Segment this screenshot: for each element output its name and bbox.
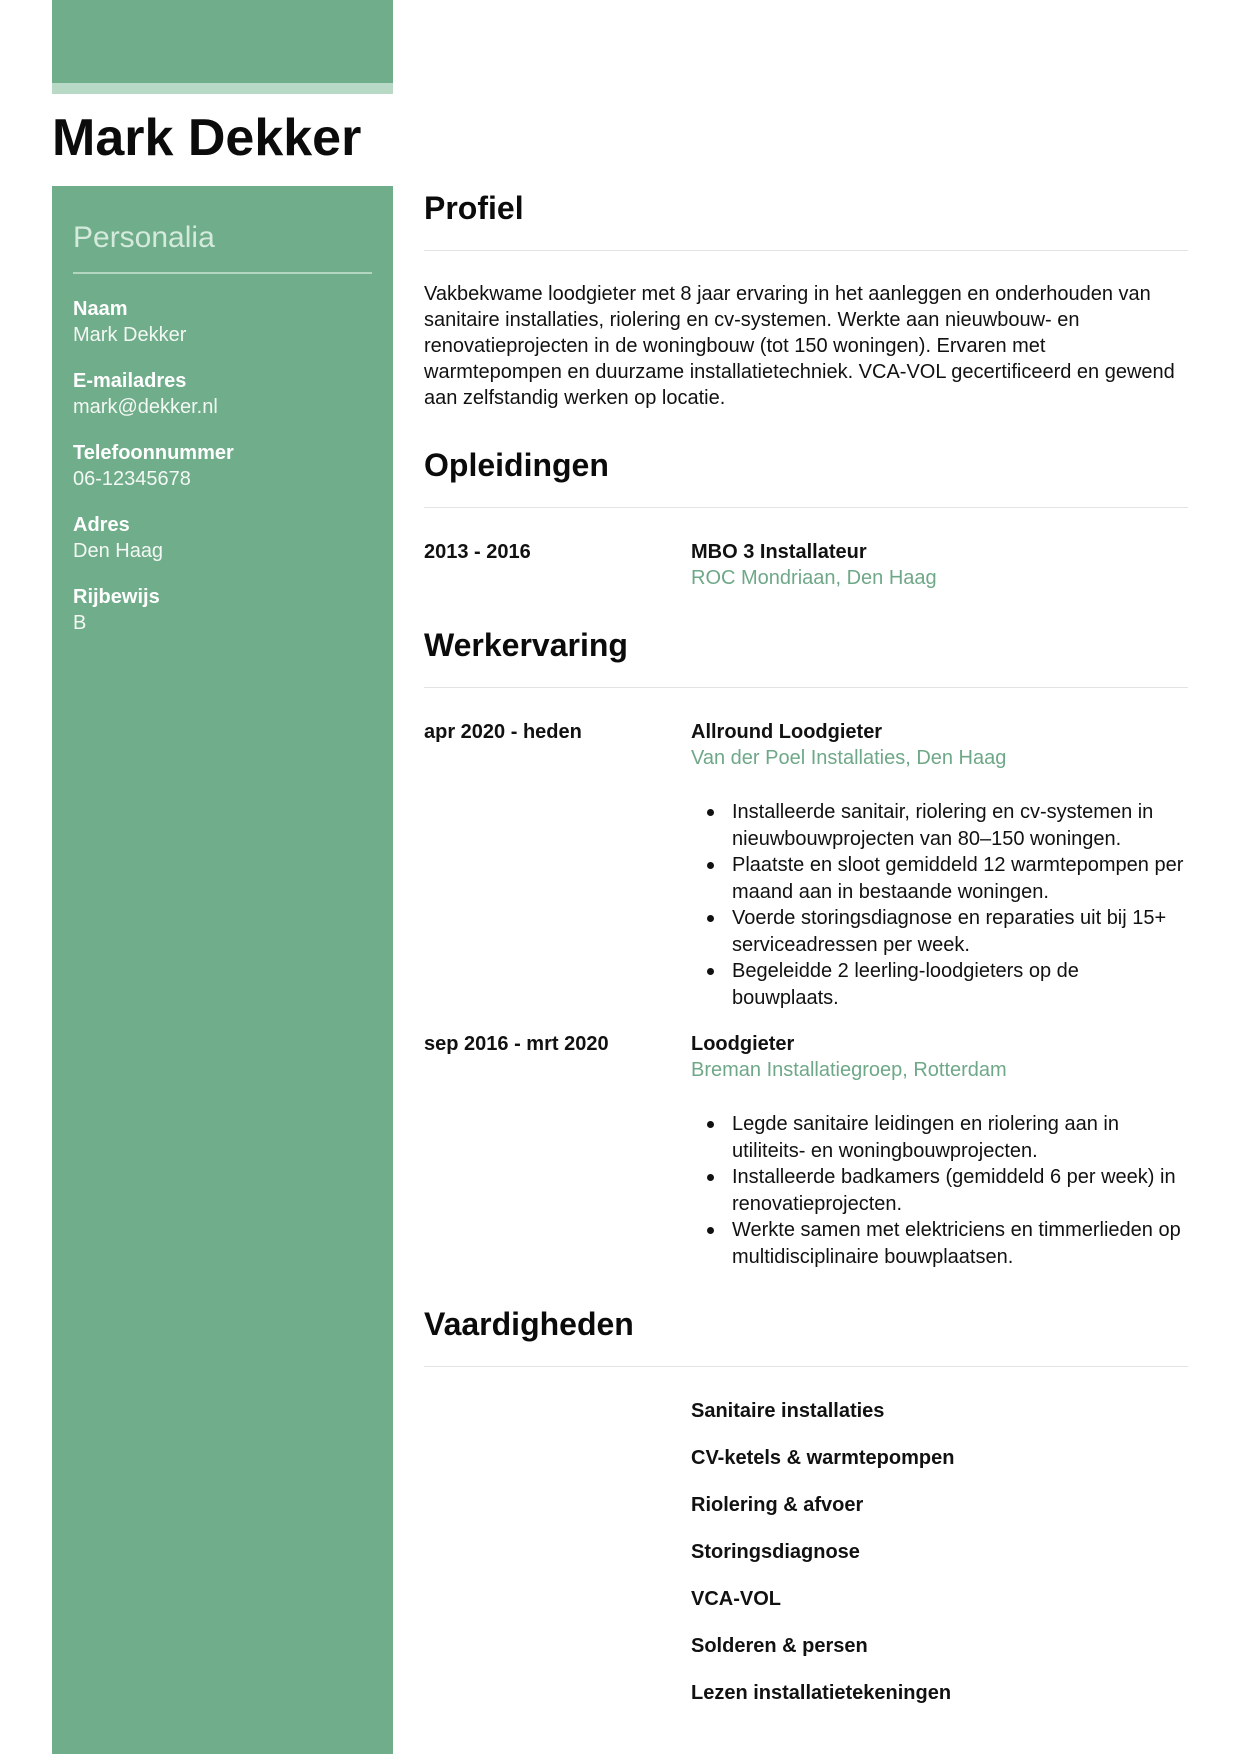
profile-section [424, 186, 1188, 411]
sidebar-personalia [52, 186, 393, 1754]
personalia-address [73, 512, 372, 564]
section-divider [424, 507, 1188, 508]
personalia-email [73, 368, 372, 420]
entry-body [691, 719, 1188, 1011]
entry-title: MBO 3 Installateur [691, 541, 867, 563]
skill-item: Sanitaire installaties [691, 1400, 885, 1422]
personalia-name [73, 296, 372, 348]
personalia-value: Mark Dekker [73, 324, 187, 346]
entry-organization: ROC Mondriaan, Den Haag [691, 567, 937, 589]
header-color-band [52, 0, 393, 83]
section-title-profile: Profiel [424, 190, 524, 226]
achievement-item [691, 958, 1188, 1011]
candidate-name: Mark Dekker [52, 109, 362, 167]
section-divider [424, 250, 1188, 251]
education-entry [424, 539, 1188, 591]
achievement-text: Voerde storingsdiagnose en reparaties uit bij 15+ serviceadressen per week. [732, 907, 1167, 956]
skills-list [691, 1398, 1188, 1706]
section-title-experience: Werkervaring [424, 627, 628, 663]
bullet-icon [707, 1174, 714, 1181]
achievement-text: Installeerde sanitair, riolering en cv-systemen in nieuwbouwprojecten van 80–150 woningen. [732, 801, 1154, 850]
bullet-icon [707, 1227, 714, 1234]
skill-item: Lezen installatietekeningen [691, 1682, 952, 1704]
achievement-text: Installeerde badkamers (gemiddeld 6 per week) in renovatieprojecten. [732, 1166, 1176, 1215]
section-title-education: Opleidingen [424, 447, 609, 483]
achievement-text: Legde sanitaire leidingen en riolering aan in utiliteits- en woningbouwprojecten. [732, 1113, 1119, 1162]
personalia-value: Den Haag [73, 540, 164, 562]
entry-body [691, 539, 1188, 591]
profile-text: Vakbekwame loodgieter met 8 jaar ervaring in het aanleggen en onderhouden van sanitaire installaties, riolering en cv-systemen. Werkte aan nieuwbouw- en renovatieprojecten in de woningbouw (tot 150 woningen). Ervaren met warmtepompen en duurzame installatietechniek. VCA-VOL gecertificeerd en gewend aan zelfstandig werken op locatie. [424, 283, 1175, 409]
achievement-item [691, 1217, 1188, 1270]
experience-entry [424, 1031, 1188, 1270]
entry-organization: Breman Installatiegroep, Rotterdam [691, 1059, 1007, 1081]
achievement-text: Begeleidde 2 leerling-loodgieters op de bouwplaats. [732, 960, 1079, 1009]
entry-date: 2013 - 2016 [424, 541, 531, 563]
achievement-text: Werkte samen met elektriciens en timmerlieden op multidisciplinaire bouwplaatsen. [732, 1219, 1181, 1268]
personalia-label: Telefoonnummer [73, 442, 234, 464]
skill-item: Storingsdiagnose [691, 1541, 860, 1563]
personalia-label: Adres [73, 514, 130, 536]
skill-item: Solderen & persen [691, 1635, 868, 1657]
achievement-item [691, 799, 1188, 852]
sidebar-heading: Personalia [73, 221, 215, 254]
sidebar-divider [73, 272, 372, 274]
bullet-icon [707, 809, 714, 816]
skills-section [424, 1302, 1188, 1706]
section-divider [424, 687, 1188, 688]
entry-date: apr 2020 - heden [424, 721, 582, 743]
education-section [424, 443, 1188, 591]
achievement-item [691, 1164, 1188, 1217]
entry-body [691, 1031, 1188, 1270]
main-content [424, 186, 1188, 1727]
personalia-value: 06-12345678 [73, 468, 191, 490]
header-accent-stripe [52, 83, 393, 94]
skill-item: Riolering & afvoer [691, 1494, 864, 1516]
bullet-icon [707, 1121, 714, 1128]
personalia-label: Naam [73, 298, 128, 320]
achievement-list [691, 1111, 1188, 1270]
bullet-icon [707, 915, 714, 922]
entry-date: sep 2016 - mrt 2020 [424, 1033, 609, 1055]
entry-title: Loodgieter [691, 1033, 795, 1055]
personalia-license [73, 584, 372, 636]
bullet-icon [707, 968, 714, 975]
achievement-item [691, 852, 1188, 905]
personalia-value: B [73, 612, 87, 634]
achievement-list [691, 799, 1188, 1011]
skill-item: VCA-VOL [691, 1588, 781, 1610]
personalia-phone [73, 440, 372, 492]
section-title-skills: Vaardigheden [424, 1306, 634, 1342]
entry-organization: Van der Poel Installaties, Den Haag [691, 747, 1007, 769]
achievement-item [691, 905, 1188, 958]
skill-item: CV-ketels & warmtepompen [691, 1447, 955, 1469]
entry-title: Allround Loodgieter [691, 721, 883, 743]
section-divider [424, 1366, 1188, 1367]
experience-entry [424, 719, 1188, 1011]
personalia-label: E-mailadres [73, 370, 187, 392]
personalia-label: Rijbewijs [73, 586, 160, 608]
experience-section [424, 623, 1188, 1270]
bullet-icon [707, 862, 714, 869]
achievement-text: Plaatste en sloot gemiddeld 12 warmtepompen per maand aan in bestaande woningen. [732, 854, 1184, 903]
personalia-value: mark@dekker.nl [73, 396, 218, 418]
achievement-item [691, 1111, 1188, 1164]
